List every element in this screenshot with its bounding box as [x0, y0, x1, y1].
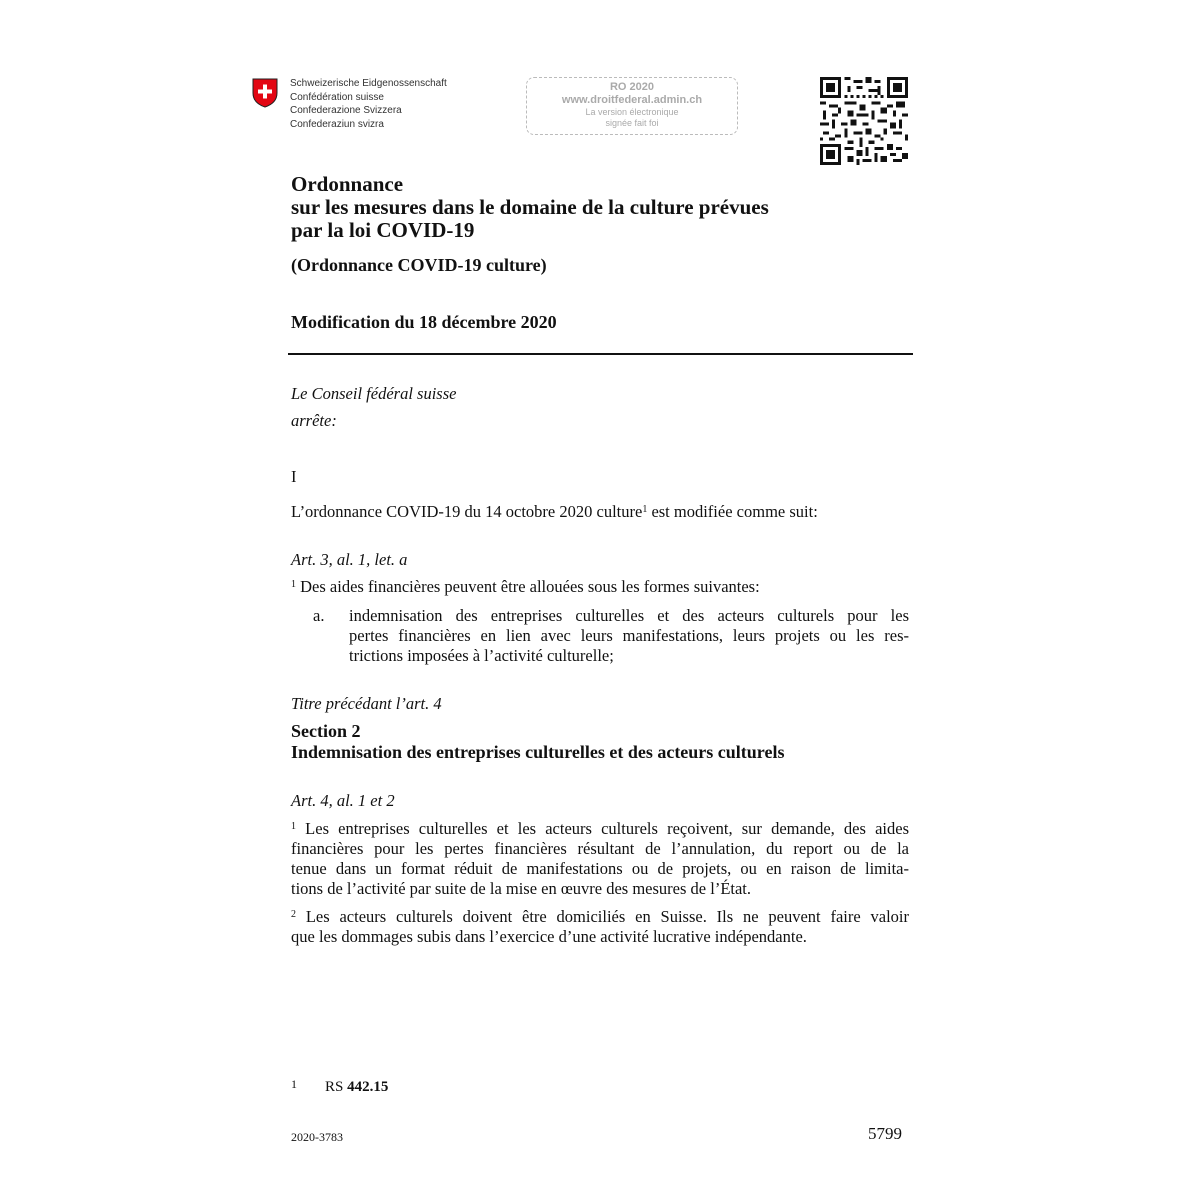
paragraph [291, 907, 909, 947]
section-heading [291, 721, 784, 763]
list-item-text [349, 606, 909, 666]
text-line: indemnisation des entreprises culturelles et des acteurs culturels pour les [349, 606, 909, 625]
footnote-reference: 442.15 [347, 1079, 389, 1095]
modification-date: Modification du 18 décembre 2020 [291, 312, 557, 332]
text-line: tions de l’activité par suite de la mise en œuvre des mesures de l’État. [291, 879, 752, 898]
footnote [291, 1077, 388, 1096]
paragraph-number: 2 [291, 909, 296, 920]
stamp-website: www.droitfederal.admin.ch [561, 94, 703, 106]
intro-text: L’ordonnance COVID-19 du 14 octobre 2020 culture [291, 502, 643, 521]
preamble-decree: arrête: [291, 411, 337, 430]
text-line: que les dommages subis dans l’exercice d’une activité lucrative indépendante. [291, 927, 807, 946]
title-reference: Titre précédant l’art. 4 [291, 694, 442, 713]
article-heading: Art. 3, al. 1, let. a [291, 550, 408, 569]
electronic-signature-stamp [526, 77, 738, 135]
paragraph [291, 577, 760, 597]
confederation-line: Confederazione Svizzera [290, 105, 402, 117]
section-numeral: I [291, 467, 297, 486]
text-run: Les entreprises culturelles et les acteurs culturels reçoivent, sur demande, des aides [296, 819, 909, 838]
paragraph [291, 819, 909, 899]
title-divider [288, 353, 913, 355]
confederation-line: Confederaziun svizra [290, 118, 384, 130]
text-run: Les acteurs culturels doivent être domiciliés en Suisse. Ils ne peuvent faire valoir [296, 907, 909, 926]
paragraph-number: 1 [291, 579, 296, 590]
stamp-note-line: La version électronique [585, 107, 679, 117]
text-line: tenue dans un format réduit de manifestations ou de projets, ou en raison de limita- [291, 859, 909, 878]
footnote-ref: 1 [642, 504, 648, 515]
confederation-names [290, 77, 447, 131]
document-number: 2020-3783 [291, 1130, 343, 1144]
text-line [291, 819, 909, 839]
amendment-intro [291, 502, 818, 522]
section-title: Indemnisation des entreprises culturelles et des acteurs culturels [291, 742, 785, 762]
preamble-authority: Le Conseil fédéral suisse [291, 384, 457, 403]
ordinance-title [291, 173, 769, 242]
footnote-number: 1 [291, 1077, 297, 1091]
title-line: Ordonnance [291, 172, 404, 196]
swiss-coat-of-arms-icon [252, 78, 278, 108]
paragraph-number: 1 [291, 821, 296, 832]
short-title: (Ordonnance COVID-19 culture) [291, 255, 547, 275]
confederation-line: Schweizerische Eidgenossenschaft [290, 78, 447, 89]
list-item-letter: a. [313, 606, 325, 625]
title-line: sur les mesures dans le domaine de la culture prévues [291, 195, 769, 219]
text-line: financières pour les pertes financières résultant de l’annulation, du report ou de la [291, 839, 909, 858]
confederation-line: Confédération suisse [290, 91, 384, 103]
stamp-collection: RO 2020 [609, 81, 655, 93]
title-line: par la loi COVID-19 [291, 218, 475, 242]
paragraph-text: Des aides financières peuvent être allouées sous les formes suivantes: [296, 577, 760, 596]
qr-code-icon [820, 77, 908, 165]
article-heading: Art. 4, al. 1 et 2 [291, 791, 395, 810]
intro-text-end: est modifiée comme suit: [647, 502, 818, 521]
page-number: 5799 [868, 1124, 902, 1143]
text-line: pertes financières en lien avec leurs manifestations, leurs projets ou les res- [349, 626, 909, 645]
section-number: Section 2 [291, 721, 361, 741]
text-line [291, 907, 909, 927]
text-line: trictions imposées à l’activité culturelle; [349, 646, 614, 665]
footnote-prefix: RS [325, 1079, 348, 1095]
stamp-note-line: signée fait foi [605, 118, 659, 128]
